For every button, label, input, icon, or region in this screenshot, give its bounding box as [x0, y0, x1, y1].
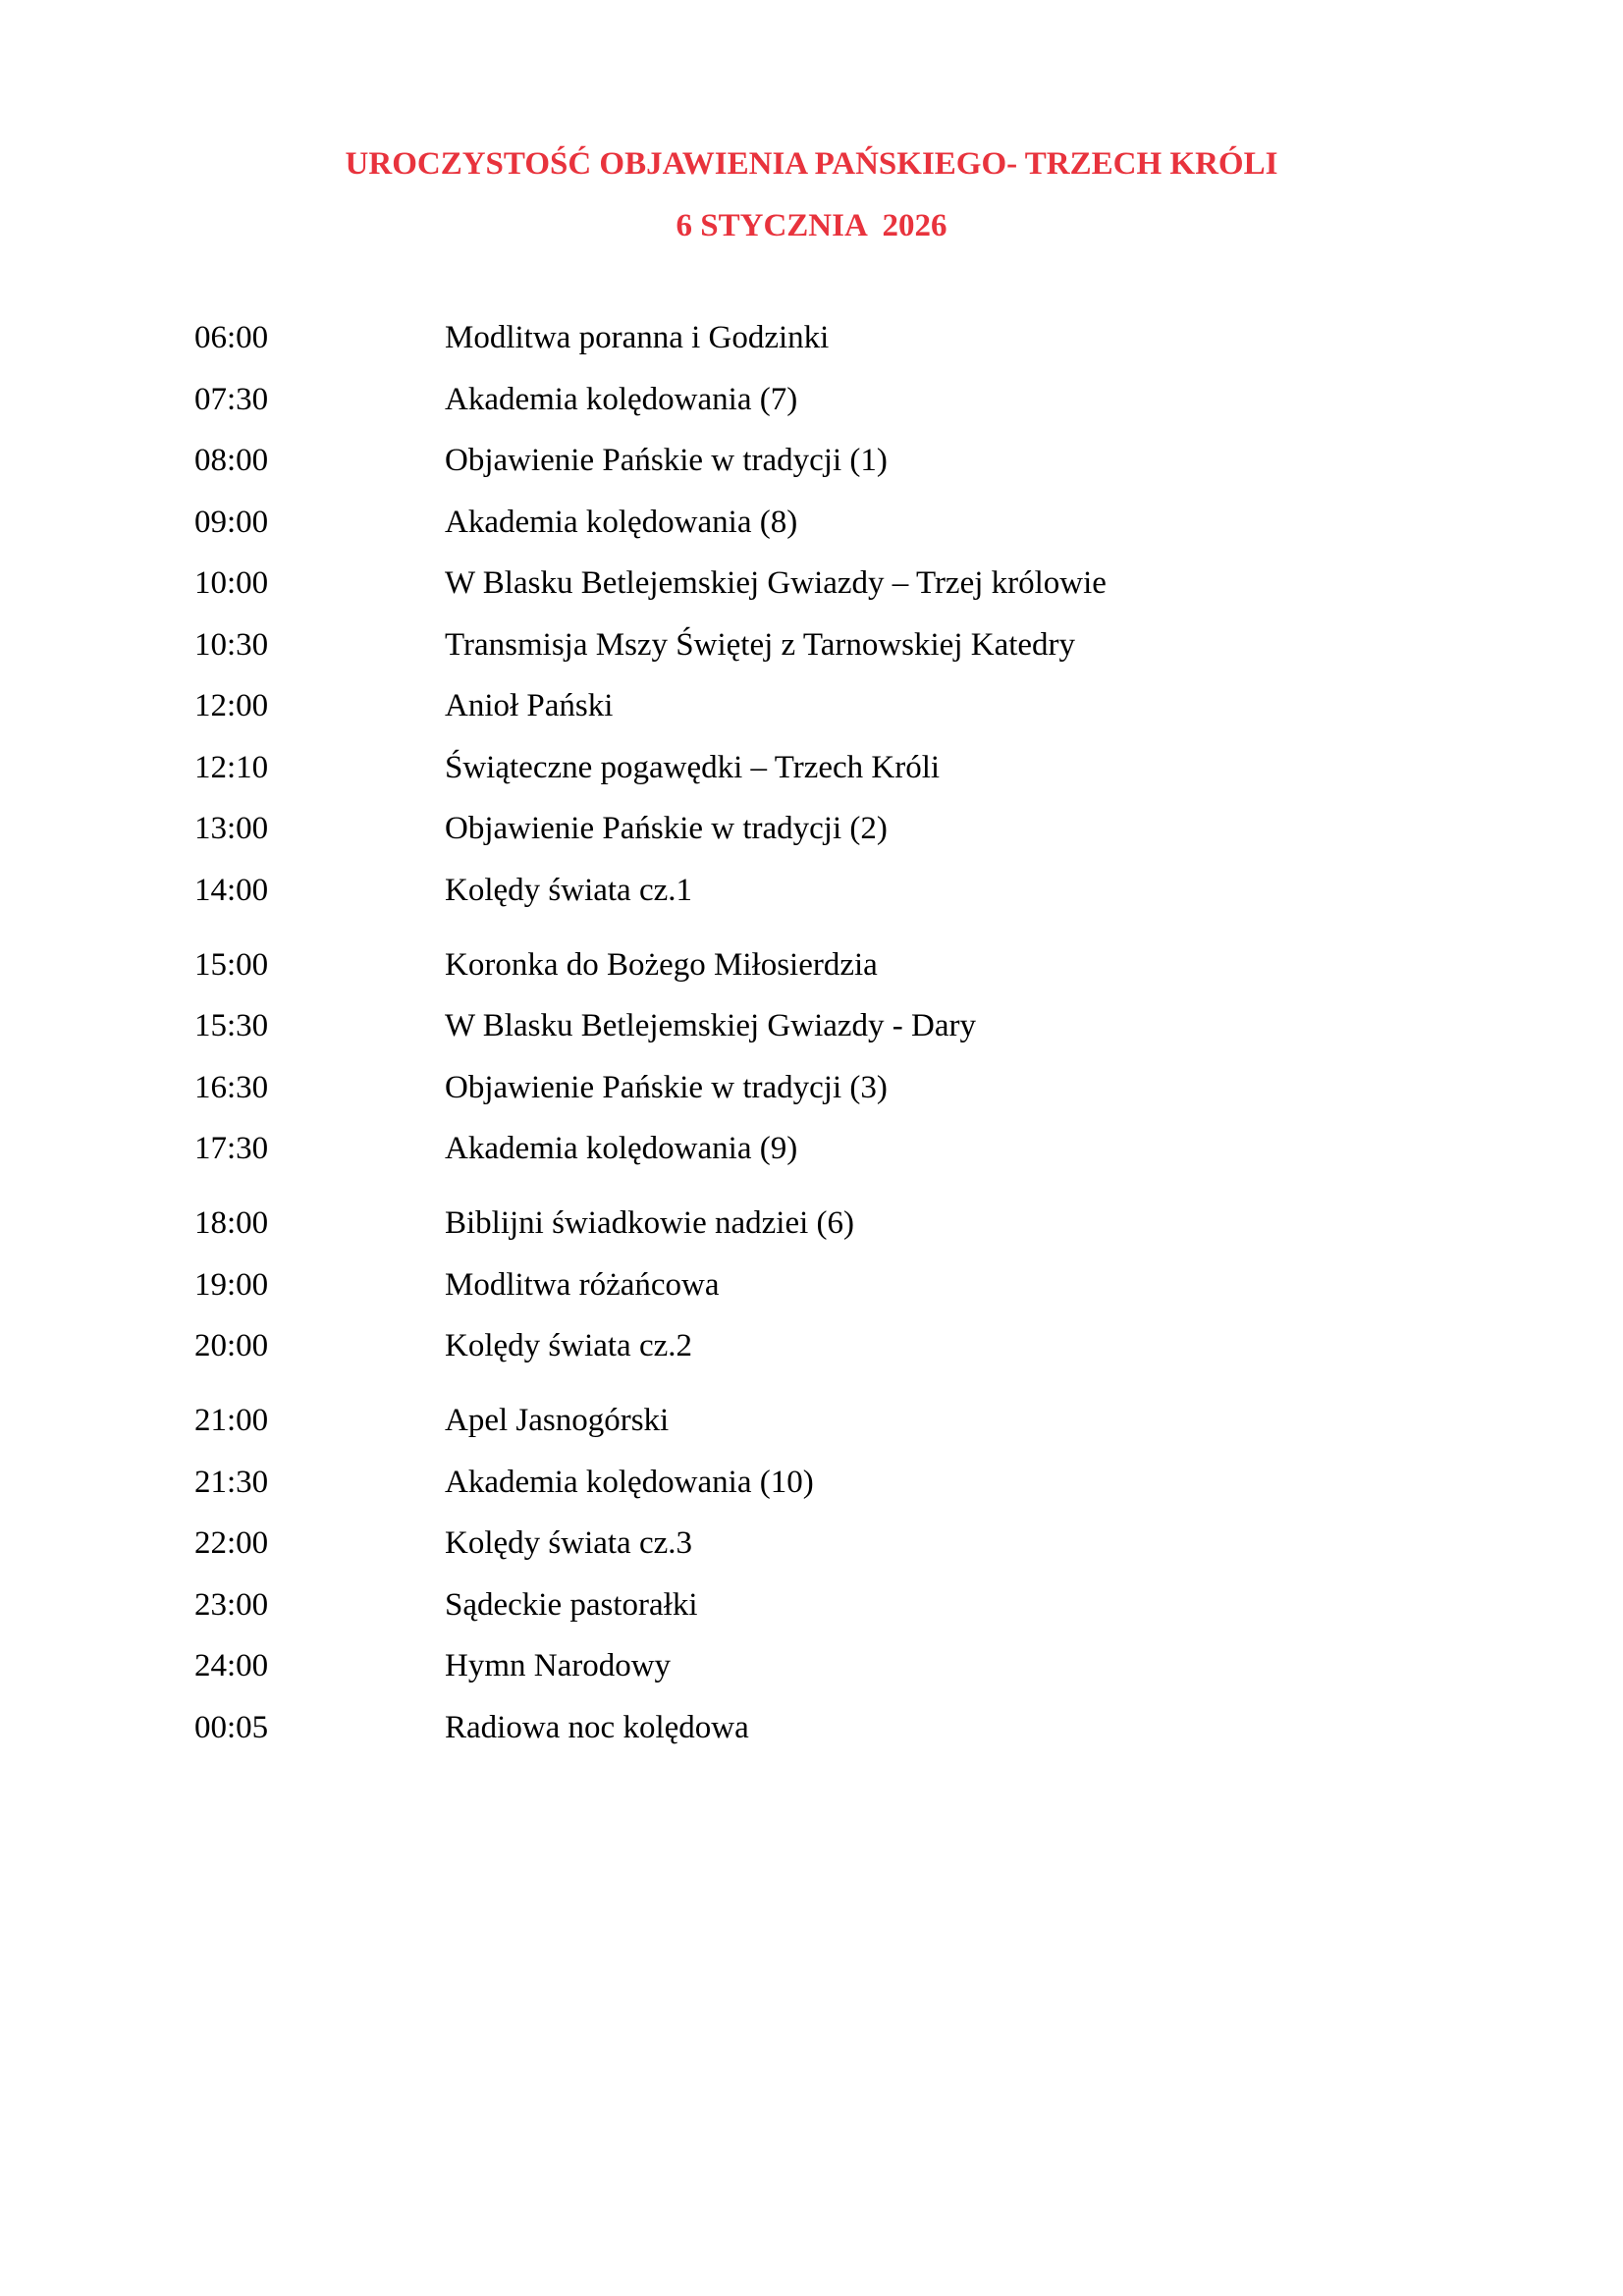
schedule-time: 06:00: [194, 320, 269, 355]
schedule-time: 14:00: [194, 873, 269, 908]
schedule-row: [0, 869, 1623, 912]
schedule-row: [0, 1522, 1623, 1565]
schedule-time: 24:00: [194, 1648, 269, 1683]
schedule-event: Objawienie Pańskie w tradycji (2): [445, 811, 888, 846]
schedule-event: Akademia kolędowania (7): [445, 382, 798, 417]
schedule-time: 07:30: [194, 382, 269, 417]
schedule-event: Modlitwa różańcowa: [445, 1267, 720, 1303]
schedule-time: 20:00: [194, 1328, 269, 1363]
schedule-event: Sądeckie pastorałki: [445, 1587, 698, 1623]
schedule-row: [0, 1583, 1623, 1627]
schedule-event: Kolędy świata cz.2: [445, 1328, 692, 1363]
schedule-row: [0, 1461, 1623, 1504]
schedule-time: 18:00: [194, 1205, 269, 1241]
schedule-time: 12:00: [194, 688, 269, 723]
schedule-time: 15:00: [194, 947, 269, 983]
schedule-time: 19:00: [194, 1267, 269, 1303]
schedule-event: Kolędy świata cz.1: [445, 873, 692, 908]
schedule-row: [0, 1324, 1623, 1367]
schedule-event: Kolędy świata cz.3: [445, 1525, 692, 1561]
page-title: UROCZYSTOŚĆ OBJAWIENIA PAŃSKIEGO- TRZECH KRÓLI: [345, 146, 1278, 182]
schedule-row: [0, 316, 1623, 359]
schedule-row: [0, 807, 1623, 850]
schedule-time: 10:30: [194, 627, 269, 663]
schedule-row: [0, 746, 1623, 789]
schedule-event: Hymn Narodowy: [445, 1648, 672, 1683]
schedule-event: Koronka do Bożego Miłosierdzia: [445, 947, 878, 983]
schedule-time: 15:30: [194, 1008, 269, 1043]
schedule-time: 00:05: [194, 1710, 269, 1745]
schedule-event: Akademia kolędowania (9): [445, 1131, 798, 1166]
schedule-time: 08:00: [194, 443, 269, 478]
schedule-row: [0, 378, 1623, 421]
schedule-event: Transmisja Mszy Świętej z Tarnowskiej Katedry: [445, 627, 1076, 663]
schedule-event: Apel Jasnogórski: [445, 1403, 670, 1438]
schedule-row: [0, 1127, 1623, 1170]
schedule-time: 13:00: [194, 811, 269, 846]
schedule-time: 10:00: [194, 565, 269, 601]
schedule-row: [0, 1263, 1623, 1307]
schedule-time: 21:30: [194, 1465, 269, 1500]
schedule-time: 12:10: [194, 750, 269, 785]
schedule-event: W Blasku Betlejemskiej Gwiazdy – Trzej królowie: [445, 565, 1107, 601]
schedule-row: [0, 684, 1623, 727]
schedule-time: 23:00: [194, 1587, 269, 1623]
schedule-row: [0, 561, 1623, 605]
schedule-event: Akademia kolędowania (10): [445, 1465, 814, 1500]
page-date: 6 STYCZNIA 2026: [676, 208, 947, 243]
schedule-event: Anioł Pański: [445, 688, 614, 723]
schedule-time: 09:00: [194, 505, 269, 540]
schedule-row: [0, 1004, 1623, 1047]
schedule-row: [0, 439, 1623, 482]
schedule-event: Radiowa noc kolędowa: [445, 1710, 749, 1745]
schedule-row: [0, 1399, 1623, 1442]
schedule-row: [0, 943, 1623, 987]
schedule-time: 22:00: [194, 1525, 269, 1561]
schedule-event: Objawienie Pańskie w tradycji (1): [445, 443, 888, 478]
schedule-row: [0, 501, 1623, 544]
schedule-time: 16:30: [194, 1070, 269, 1105]
schedule-event: Akademia kolędowania (8): [445, 505, 798, 540]
schedule-event: Modlitwa poranna i Godzinki: [445, 320, 830, 355]
schedule-row: [0, 1066, 1623, 1109]
schedule-event: Świąteczne pogawędki – Trzech Króli: [445, 750, 941, 785]
schedule-row: [0, 623, 1623, 667]
schedule-event: W Blasku Betlejemskiej Gwiazdy - Dary: [445, 1008, 977, 1043]
schedule-event: Objawienie Pańskie w tradycji (3): [445, 1070, 888, 1105]
schedule-time: 21:00: [194, 1403, 269, 1438]
schedule-row: [0, 1706, 1623, 1749]
schedule-row: [0, 1644, 1623, 1687]
schedule-event: Biblijni świadkowie nadziei (6): [445, 1205, 854, 1241]
schedule-time: 17:30: [194, 1131, 269, 1166]
schedule-row: [0, 1201, 1623, 1245]
